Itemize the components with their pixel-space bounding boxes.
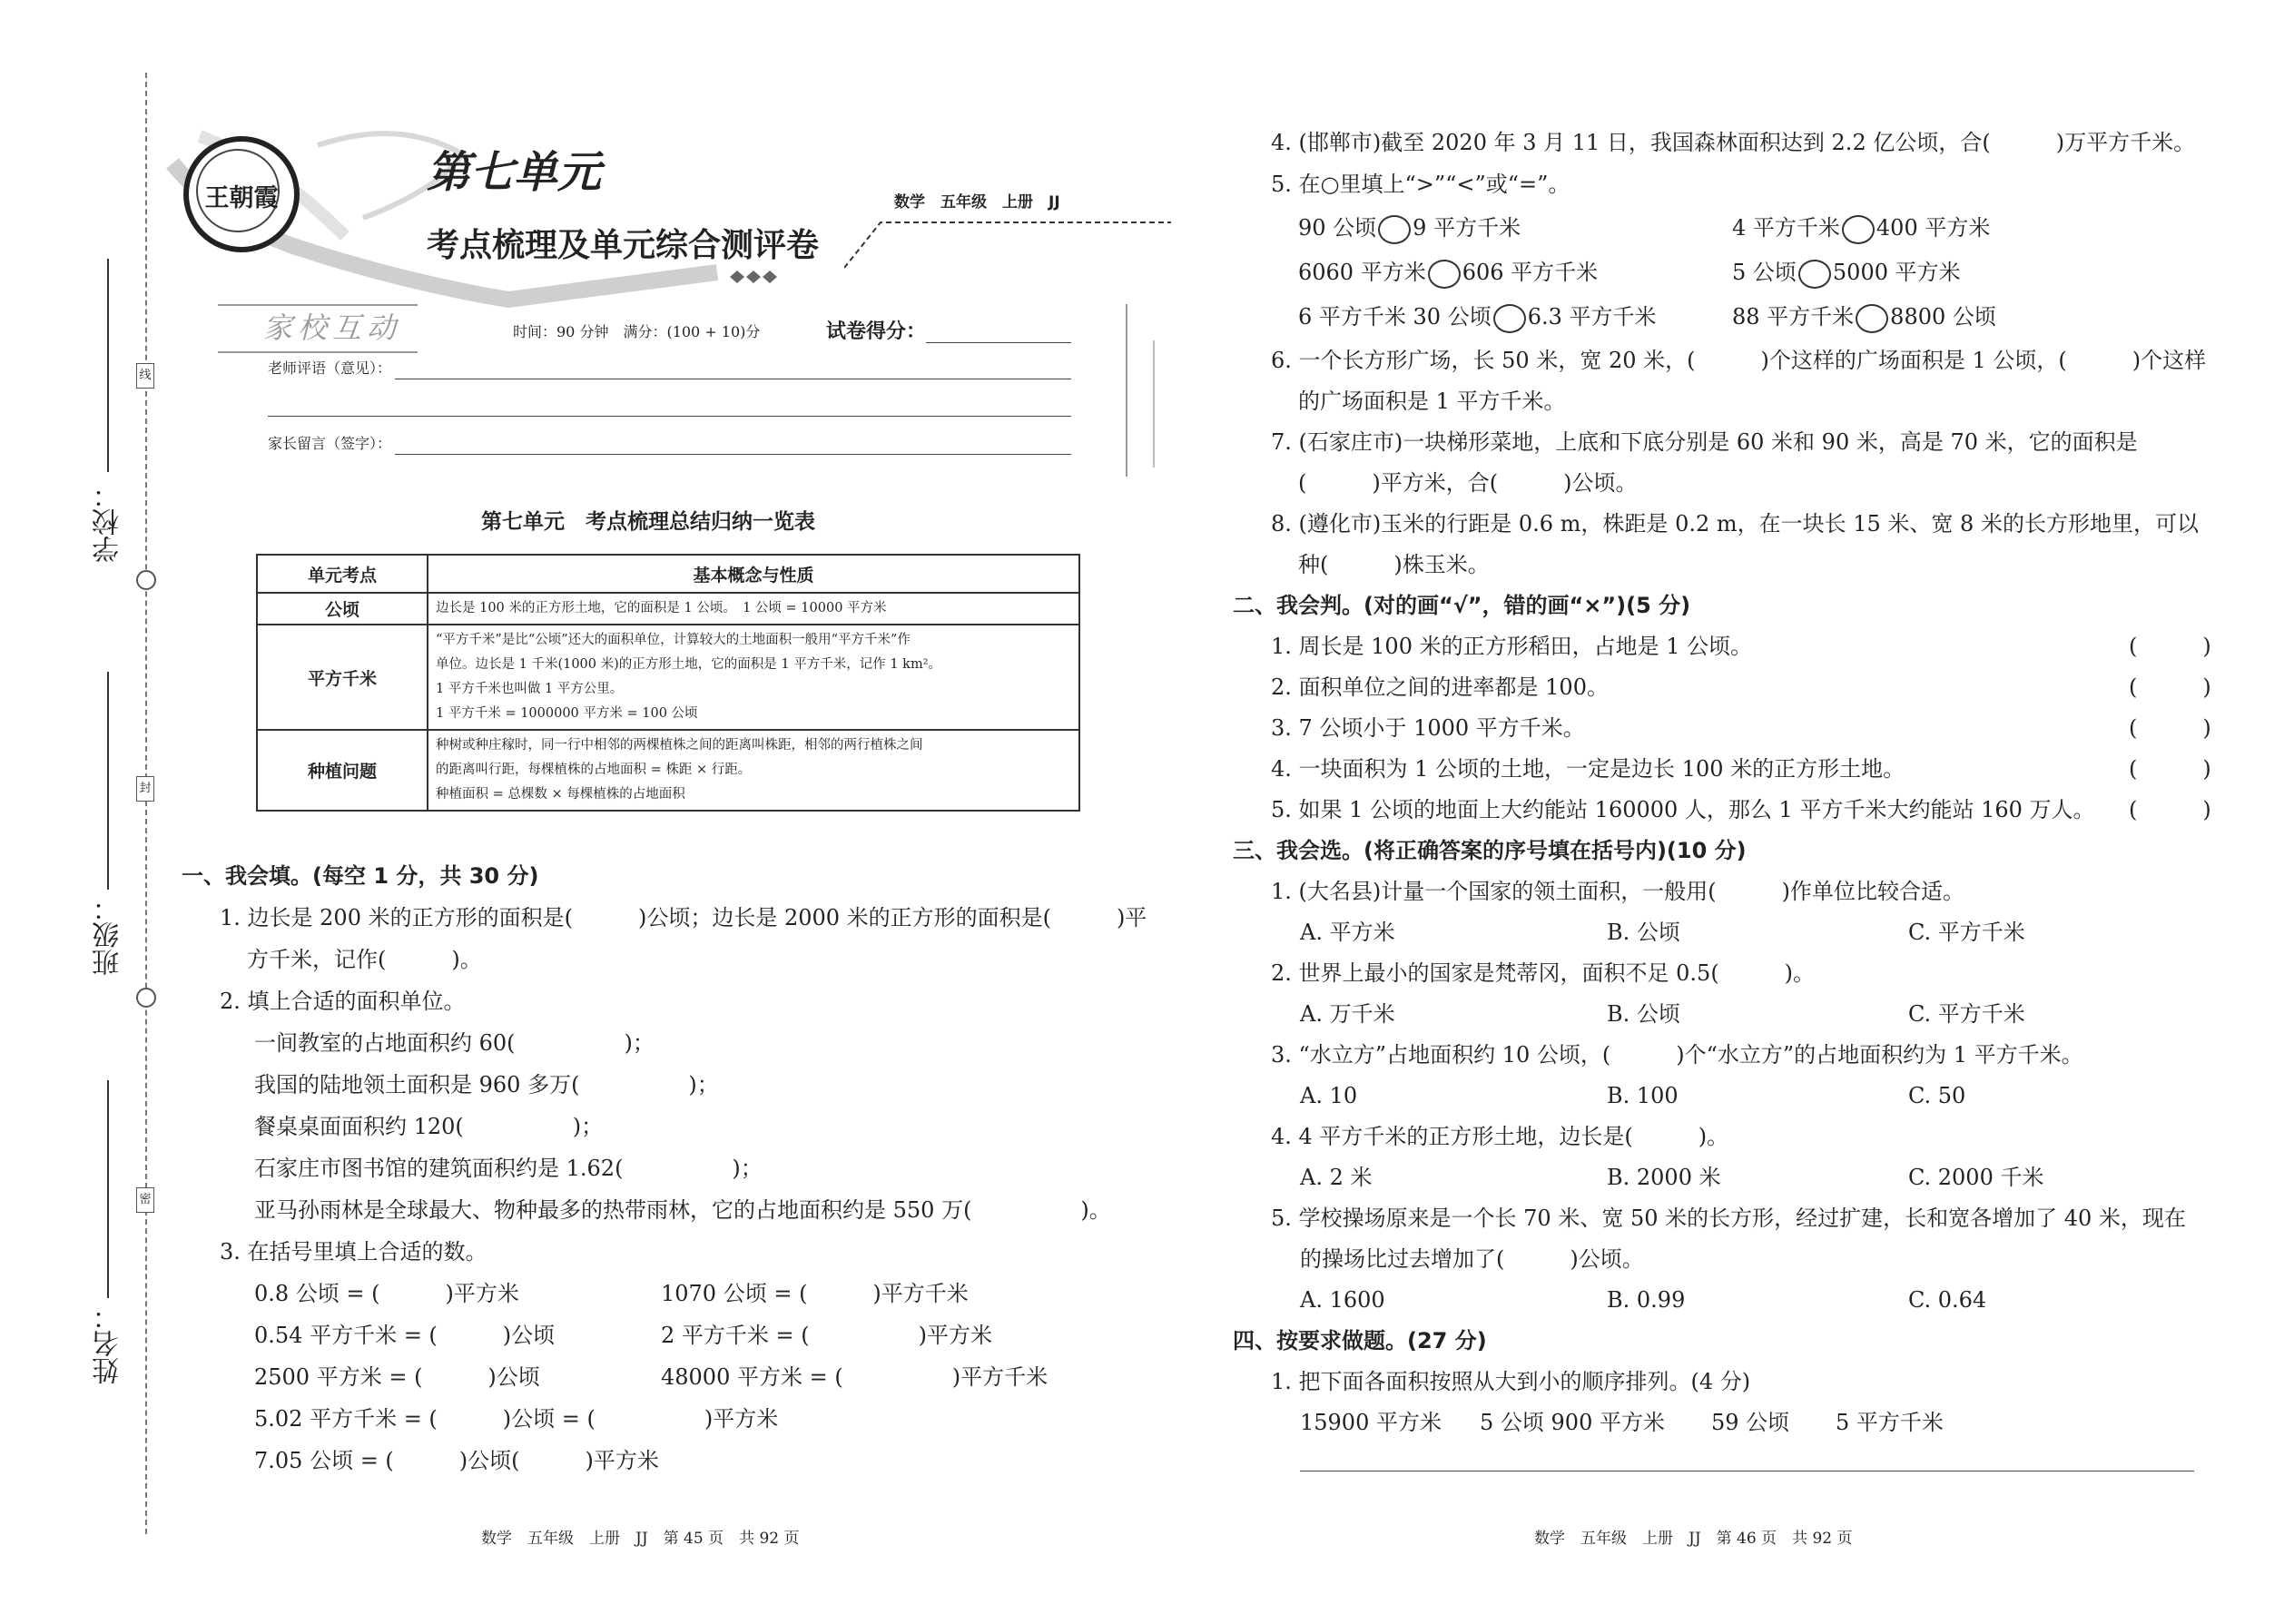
seal-char-1: 线 <box>136 363 154 389</box>
area-item: 5 公顷 900 平方米 <box>1480 1410 1665 1435</box>
parent-message-label: 家长留言（签字）： <box>268 435 392 452</box>
q5-prompt: 5. 在○里填上“>”“<”或“=”。 <box>1271 172 1570 197</box>
q8-line-1: 8. (遵化市)玉米的行距是 0.6 m，株距是 0.2 m，在一块长 15 米、宽 8 米的长方形地里，可以 <box>1271 511 2199 536</box>
table-line: 1 平方千米也叫做 1 平方公里。 <box>436 682 624 696</box>
table-value-cell <box>428 625 1079 730</box>
subtitle-dotted-rule <box>844 204 1180 277</box>
choice-option-b[interactable]: B. 2000 米 <box>1607 1165 1721 1190</box>
choice-option-b[interactable]: B. 0.99 <box>1607 1287 1686 1313</box>
binding-hole-2 <box>136 988 156 1008</box>
table-key-cell: 公顷 <box>257 593 428 625</box>
compare-left: 6 平方千米 30 公顷 <box>1298 304 1492 330</box>
q6-line-1: 6. 一个长方形广场，长 50 米，宽 20 米，( )个这样的广场面积是 1 公顷，( )个这样 <box>1271 348 2207 373</box>
section-4-title: 四、按要求做题。(27 分) <box>1233 1328 1487 1353</box>
table-line: “平方千米”是比“公顷”还大的面积单位，计算较大的土地面积一般用“平方千米”作 <box>436 633 911 647</box>
q7-line-1: 7. (石家庄市)一块梯形菜地，上底和下底分别是 60 米和 90 米，高是 70 米，它的面积是 <box>1271 429 2138 455</box>
choice-option-a[interactable]: A. 10 <box>1300 1083 1358 1108</box>
table-line: 的距离叫行距，每棵植株的占地面积 = 株距 × 行距。 <box>436 763 752 777</box>
logo-seal <box>183 136 300 252</box>
q8-line-2: 种( )株玉米。 <box>1298 552 1490 577</box>
binding-hole-1 <box>136 570 156 590</box>
compare-right: 9 平方千米 <box>1413 215 1521 241</box>
q3-item-left: 5.02 平方千米 = ( )公顷 = ( )平方米 <box>254 1406 779 1432</box>
q4: 4. (邯郸市)截至 2020 年 3 月 11 日，我国森林面积达到 2.2 亿公顷，合( )万平方千米。 <box>1271 130 2196 155</box>
unit-title: 第七单元 <box>427 147 602 198</box>
table-row <box>257 730 1079 811</box>
score-label: 试卷得分： <box>826 320 927 343</box>
name-label: 姓名： <box>93 1303 124 1384</box>
exam-subtitle: 考点梳理及单元综合测评卷 <box>427 226 820 264</box>
seal-char-2: 封 <box>136 776 154 802</box>
q2-item: 石家庄市图书馆的建筑面积约是 1.62( )； <box>254 1156 763 1181</box>
compare-circle[interactable] <box>1856 304 1888 333</box>
table-value-cell <box>428 593 1079 625</box>
choice-5-line-2: 的操场比过去增加了( )公顷。 <box>1300 1246 1644 1272</box>
diamond-ornament <box>726 268 781 286</box>
choice-option-c[interactable]: C. 50 <box>1908 1083 1966 1108</box>
choice-5-line-1: 5. 学校操场原来是一个长 70 米、宽 50 米的长方形，经过扩建，长和宽各增加了 40 米，现在 <box>1271 1206 2186 1231</box>
choice-option-a[interactable]: A. 2 米 <box>1300 1165 1373 1190</box>
class-label: 班级： <box>93 894 124 976</box>
judge-item: 1. 周长是 100 米的正方形稻田，占地是 1 公顷。 <box>1271 634 1753 659</box>
compare-left: 6060 平方米 <box>1298 260 1426 285</box>
compare-left: 4 平方千米 <box>1732 215 1840 241</box>
q3-item-right: 1070 公顷 = ( )平方千米 <box>661 1281 969 1306</box>
compare-right: 400 平方米 <box>1876 215 1991 241</box>
table-header-row <box>257 555 1079 593</box>
summary-title: 第七单元 考点梳理总结归纳一览表 <box>481 510 815 534</box>
section-4-q1: 1. 把下面各面积按照从大到小的顺序排列。(4 分) <box>1271 1369 1751 1394</box>
teacher-comment-label: 老师评语（意见）： <box>268 359 392 377</box>
compare-left: 88 平方千米 <box>1732 304 1855 330</box>
judge-answer-blank[interactable]: ( ) <box>2129 756 2211 782</box>
judge-answer-blank[interactable]: ( ) <box>2129 634 2211 659</box>
compare-right: 606 平方千米 <box>1462 260 1599 285</box>
logo-text: 王朝霞 <box>204 184 279 212</box>
choice-option-a[interactable]: A. 平方米 <box>1300 920 1395 945</box>
choice-option-c[interactable]: C. 0.64 <box>1908 1287 1987 1313</box>
table-line: 种植面积 = 总棵数 × 每棵植株的占地面积 <box>436 787 685 802</box>
q2-item: 亚马孙雨林是全球最大、物种最多的热带雨林，它的占地面积约是 550 万( )。 <box>254 1197 1111 1223</box>
choice-option-b[interactable]: B. 100 <box>1607 1083 1679 1108</box>
name-fill-line <box>107 1080 109 1298</box>
compare-circle[interactable] <box>1842 215 1875 244</box>
q1-line-1: 1. 边长是 200 米的正方形的面积是( )公顷；边长是 2000 米的正方形的面积是( )平 <box>220 905 1147 930</box>
school-label: 学校： <box>93 481 124 563</box>
choice-option-b[interactable]: B. 公顷 <box>1607 1001 1680 1027</box>
school-fill-line <box>107 259 109 472</box>
choice-option-c[interactable]: C. 平方千米 <box>1908 920 2025 945</box>
q3-item-right: 2 平方千米 = ( )平方米 <box>661 1323 992 1348</box>
q1-line-2: 方千米，记作( )。 <box>247 947 482 972</box>
table-line: 单位。边长是 1 千米(1000 米)的正方形土地，它的面积是 1 平方千米，记作 1 km²。 <box>436 657 942 672</box>
home-school-title: 家校互动 <box>263 310 402 345</box>
compare-right: 6.3 平方千米 <box>1527 304 1657 330</box>
judge-answer-blank[interactable]: ( ) <box>2129 797 2211 822</box>
q6-line-2: 的广场面积是 1 平方千米。 <box>1298 389 1566 414</box>
judge-item: 5. 如果 1 公顷的地面上大约能站 160000 人，那么 1 平方千米大约能站 160 万人。 <box>1271 797 2095 822</box>
choice-question: 4. 4 平方千米的正方形土地，边长是( )。 <box>1271 1124 1729 1149</box>
summary-table <box>256 554 1080 812</box>
choice-option-c[interactable]: C. 2000 千米 <box>1908 1165 2044 1190</box>
choice-question: 1. (大名县)计量一个国家的领土面积，一般用( )作单位比较合适。 <box>1271 879 1964 904</box>
compare-item <box>1298 214 1521 244</box>
area-item: 5 平方千米 <box>1836 1410 1944 1435</box>
q3-item-left: 0.8 公顷 = ( )平方米 <box>254 1281 519 1306</box>
q3-prompt: 3. 在括号里填上合适的数。 <box>220 1239 487 1265</box>
table-line: 1 平方千米 = 1000000 平方米 = 100 公顷 <box>436 706 698 721</box>
judge-item: 4. 一块面积为 1 公顷的土地，一定是边长 100 米的正方形土地。 <box>1271 756 1905 782</box>
q7-line-2: ( )平方米，合( )公顷。 <box>1298 470 1638 496</box>
q3-item-left: 0.54 平方千米 = ( )公顷 <box>254 1323 556 1348</box>
choice-question: 2. 世界上最小的国家是梵蒂冈，面积不足 0.5( )。 <box>1271 960 1816 986</box>
class-fill-line <box>107 672 109 890</box>
section-2-title: 二、我会判。(对的画“√”，错的画“×”)(5 分) <box>1233 593 1691 618</box>
compare-item <box>1298 259 1598 289</box>
table-header-cell: 基本概念与性质 <box>428 555 1079 593</box>
compare-item <box>1298 303 1657 333</box>
area-item: 59 公顷 <box>1711 1410 1790 1435</box>
q3-item-left: 7.05 公顷 = ( )公顷( )平方米 <box>254 1448 659 1473</box>
q2-item: 我国的陆地领土面积是 960 多万( )； <box>254 1072 719 1097</box>
area-item: 15900 平方米 <box>1300 1410 1442 1435</box>
compare-item <box>1732 303 1996 333</box>
table-row <box>257 593 1079 625</box>
right-page-footer: 数学 五年级 上册 JJ 第 46 页 共 92 页 <box>1534 1530 1853 1548</box>
compare-left: 5 公顷 <box>1732 260 1797 285</box>
left-page-footer: 数学 五年级 上册 JJ 第 45 页 共 92 页 <box>481 1530 800 1548</box>
table-key-cell: 种植问题 <box>257 730 428 811</box>
compare-circle[interactable] <box>1493 304 1526 333</box>
compare-left: 90 公顷 <box>1298 215 1377 241</box>
choice-question: 3. “水立方”占地面积约 10 公顷，( )个“水立方”的占地面积约为 1 平方千米。 <box>1271 1042 2083 1068</box>
q2-prompt: 2. 填上合适的面积单位。 <box>220 989 466 1014</box>
compare-item <box>1732 259 1961 289</box>
binding-dashed-line <box>145 73 147 1534</box>
table-line: 种树或种庄稼时，同一行中相邻的两棵植株之间的距离叫株距，相邻的两行植株之间 <box>436 738 923 753</box>
choice-option-a[interactable]: A. 1600 <box>1300 1287 1385 1313</box>
q3-item-left: 2500 平方米 = ( )公顷 <box>254 1364 540 1390</box>
q3-item-right: 48000 平方米 = ( )平方千米 <box>661 1364 1049 1390</box>
compare-right: 5000 平方米 <box>1832 260 1961 285</box>
judge-answer-blank[interactable]: ( ) <box>2129 674 2211 700</box>
table-value-cell <box>428 730 1079 811</box>
judge-item: 3. 7 公顷小于 1000 平方千米。 <box>1271 715 1585 741</box>
choice-option-a[interactable]: A. 万千米 <box>1300 1001 1395 1027</box>
seal-char-3: 密 <box>136 1187 154 1213</box>
score-field[interactable] <box>926 342 1071 343</box>
q2-item: 一间教室的占地面积约 60( )； <box>254 1030 655 1056</box>
exam-meta: 时间：90 分钟 满分：(100 + 10)分 <box>513 323 761 340</box>
compare-circle[interactable] <box>1378 215 1411 244</box>
table-key-cell: 平方千米 <box>257 625 428 730</box>
teacher-comment-field-2[interactable] <box>268 416 1071 417</box>
choice-option-b[interactable]: B. 公顷 <box>1607 920 1680 945</box>
q2-item: 餐桌桌面面积约 120( )； <box>254 1114 604 1139</box>
section-3-title: 三、我会选。(将正确答案的序号填在括号内)(10 分) <box>1233 838 1747 863</box>
table-header-cell: 单元考点 <box>257 555 428 593</box>
compare-circle[interactable] <box>1798 260 1831 289</box>
parent-message-field[interactable] <box>395 454 1071 455</box>
section-1-title: 一、我会填。(每空 1 分，共 30 分) <box>182 863 539 889</box>
table-line: 边长是 100 米的正方形土地，它的面积是 1 公顷。 1 公顷 = 10000 平方米 <box>436 601 887 615</box>
compare-item <box>1732 214 1990 244</box>
choice-option-c[interactable]: C. 平方千米 <box>1908 1001 2025 1027</box>
table-row <box>257 625 1079 730</box>
grade-badge: 数学 五年级 上册 JJ <box>894 193 1060 212</box>
compare-circle[interactable] <box>1428 260 1461 289</box>
compare-right: 8800 公顷 <box>1890 304 1996 330</box>
judge-item: 2. 面积单位之间的进率都是 100。 <box>1271 674 1609 700</box>
judge-answer-blank[interactable]: ( ) <box>2129 715 2211 741</box>
